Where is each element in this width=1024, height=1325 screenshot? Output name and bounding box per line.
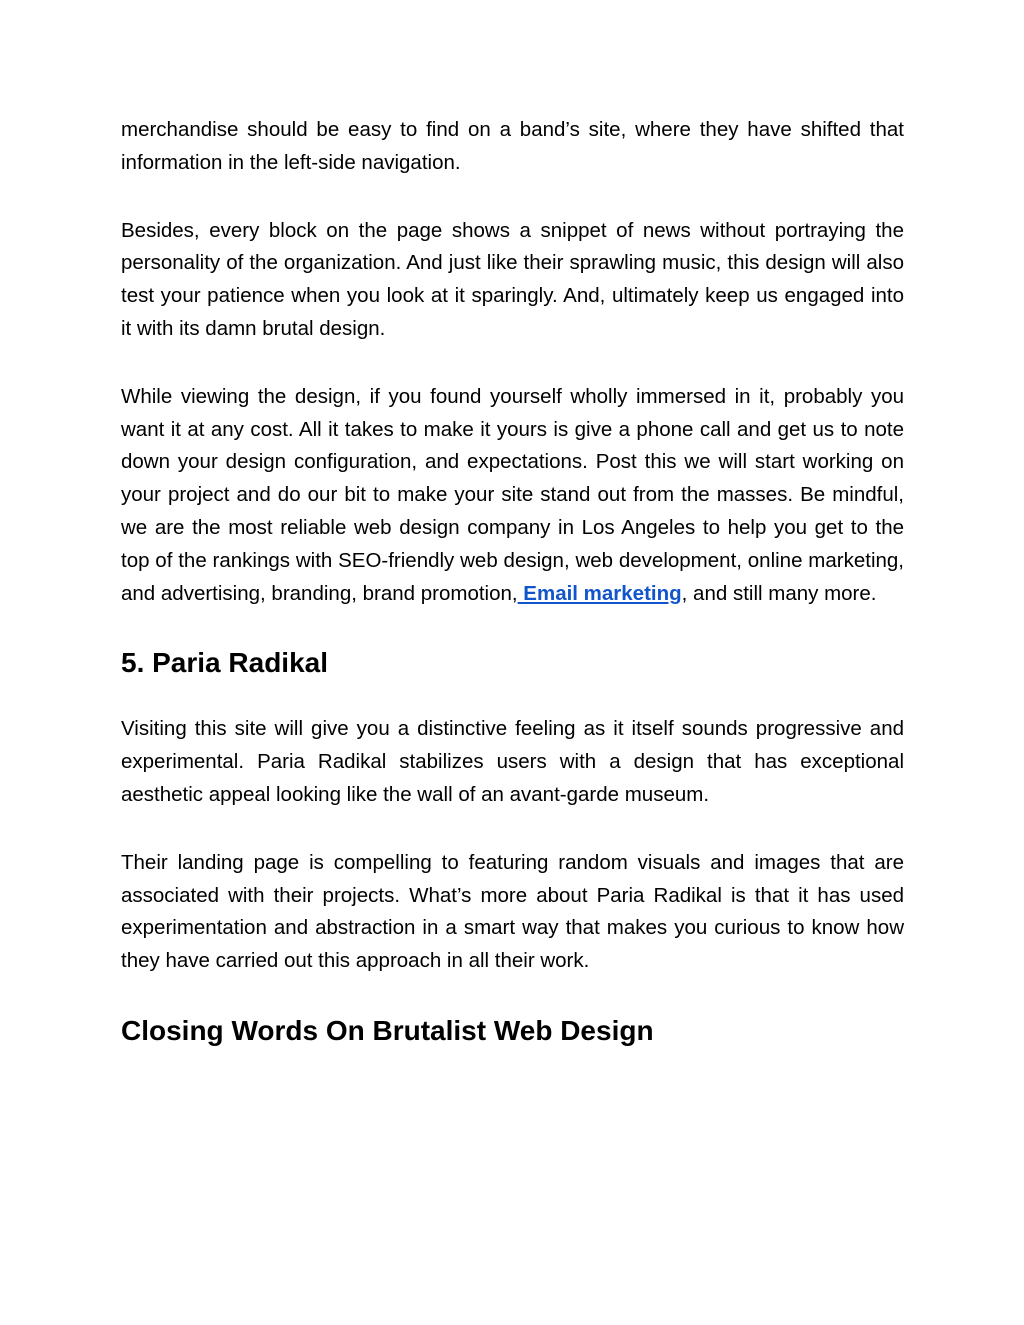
paragraph-landing-page: Their landing page is compelling to featuring random visuals and images that are associated with their projects. What’s more about Paria Radikal is that it has used experimentation and abstraction in a smart way that makes you curious to know how they have carried out this approach in all their work. (121, 850, 904, 973)
paragraph-besides: Besides, every block on the page shows a snippet of news without portraying the personality of the organization. And just like their sprawling music, this design will also test your patience when you look at it sparingly. And, ultimately keep us engaged into it with its damn brutal design. (121, 218, 904, 340)
section-heading-closing-words: Closing Words On Brutalist Web Design (121, 1014, 654, 1046)
document-page (121, 114, 904, 1049)
section-heading-paria-radikal: 5. Paria Radikal (121, 647, 329, 679)
paragraph-while-viewing (121, 381, 904, 611)
paragraph-text-before-link: While viewing the design, if you found yourself wholly immersed in it, probably you want it at any cost. All it takes to make it yours is give a phone call and get us to note down your design configuration, and expectations. Post this we will start working on your project and do our bit to make your site stand out from the masses. Be mindful, we are the most reliable web design company in Los Angeles to help you get to the top of the rankings with SEO-friendly web design, web development, online marketing, and advertising, branding, brand promotion, (121, 384, 904, 605)
paragraph-text-after-link: , and still many more. (681, 581, 877, 605)
email-marketing-link[interactable]: Email marketing (517, 581, 682, 605)
paragraph-visiting: Visiting this site will give you a distinctive feeling as it itself sounds progressive and experimental. Paria Radikal stabilizes users with a design that has exceptional aesthetic appeal looking like the wall of an avant-garde museum. (121, 717, 904, 806)
paragraph-merchandise: merchandise should be easy to find on a band’s site, where they have shifted that information in the left-side navigation. (121, 118, 904, 174)
